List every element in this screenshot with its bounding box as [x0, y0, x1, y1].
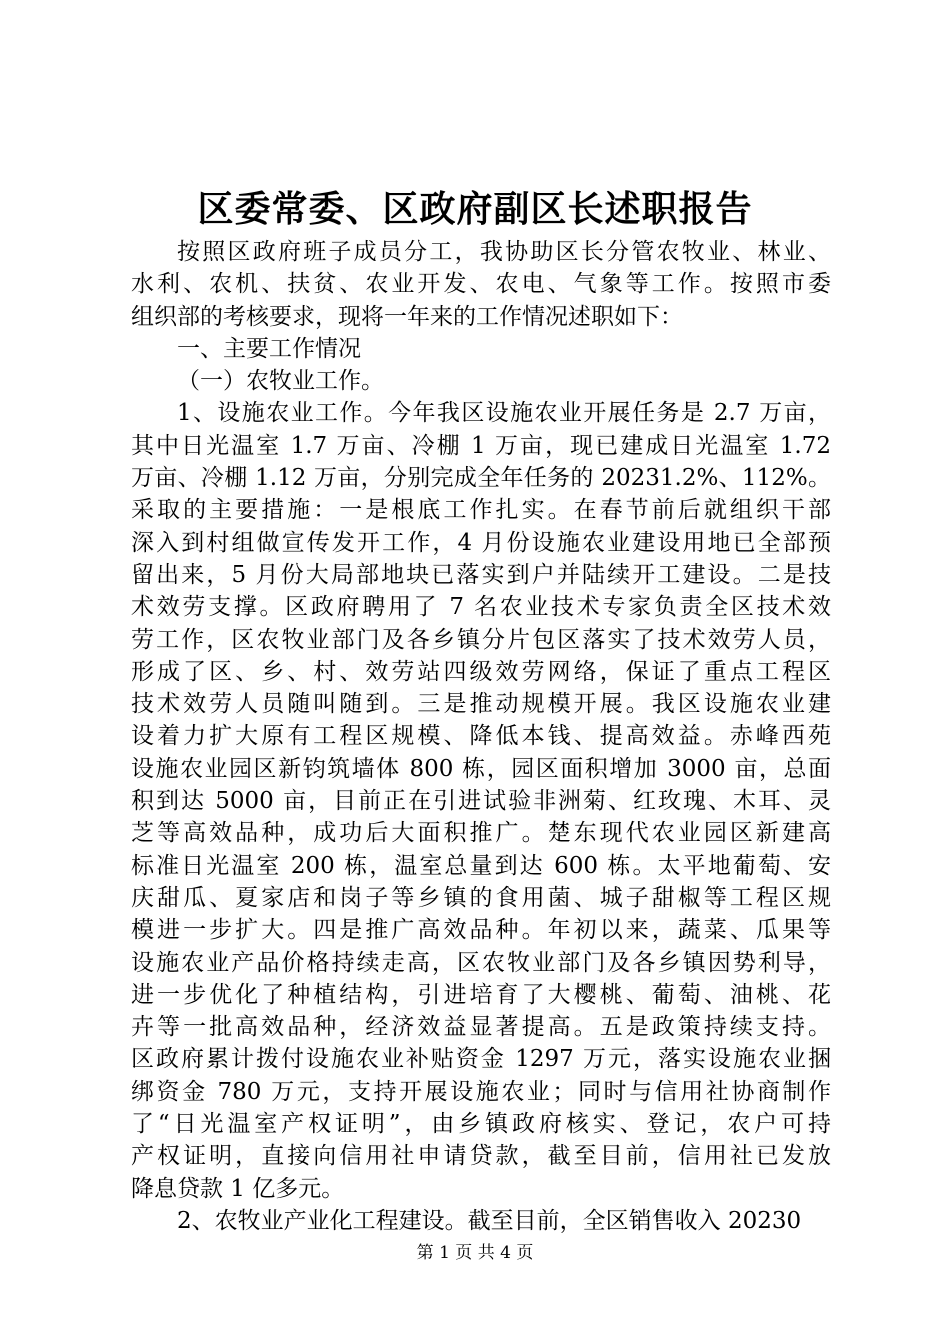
body-line: 积到达 5000 亩，目前正在引进试验非洲菊、红玫瑰、木耳、灵: [131, 788, 831, 815]
body-line: 降息贷款 1 亿多元。: [131, 1175, 345, 1202]
body-line: 2、农牧业产业化工程建设。截至目前，全区销售收入 20230: [177, 1207, 802, 1234]
body-line: 绑资金 780 万元，支持开展设施农业；同时与信用社协商制作: [131, 1078, 831, 1105]
body-line: 术效劳支撑。区政府聘用了 7 名农业技术专家负责全区技术效: [131, 594, 831, 621]
body-line: 产权证明，直接向信用社申请贷款，截至目前，信用社已发放: [131, 1143, 831, 1170]
body-line: 芝等高效品种，成功后大面积推广。楚东现代农业园区新建高: [131, 820, 831, 847]
document-title: 区委常委、区政府副区长述职报告: [197, 188, 753, 230]
body-line: 劳工作，区农牧业部门及各乡镇分片包区落实了技术效劳人员，: [131, 626, 831, 653]
body-line: 设施农业园区新钧筑墙体 800 栋，园区面积增加 3000 亩，总面: [131, 755, 831, 782]
body-line: 庆甜瓜、夏家店和岗子等乡镇的食用菌、城子甜椒等工程区规: [131, 884, 831, 911]
body-line: 设施农业产品价格持续走高，区农牧业部门及各乡镇因势利导，: [131, 949, 831, 976]
body-line: 技术效劳人员随叫随到。三是推动规模开展。我区设施农业建: [131, 691, 831, 718]
body-line: 深入到村组做宣传发开工作，4 月份设施农业建设用地已全部预: [131, 529, 831, 556]
body-line: 形成了区、乡、村、效劳站四级效劳网络，保证了重点工程区: [131, 658, 831, 685]
body-line: 了“日光温室产权证明”，由乡镇政府核实、登记，农户可持: [131, 1111, 831, 1138]
body-line: 进一步优化了种植结构，引进培育了大樱桃、葡萄、油桃、花: [131, 981, 831, 1008]
body-line: 卉等一批高效品种，经济效益显著提高。五是政策持续支持。: [131, 1014, 831, 1041]
body-line: （一）农牧业工作。: [177, 368, 384, 395]
body-line: 一、主要工作情况: [177, 335, 361, 362]
body-line: 组织部的考核要求，现将一年来的工作情况述职如下：: [131, 303, 683, 330]
page-footer: 第 1 页 共 4 页: [416, 1243, 534, 1263]
body-line: 1、设施农业工作。今年我区设施农业开展任务是 2.7 万亩，: [177, 400, 831, 427]
body-line: 按照区政府班子成员分工，我协助区长分管农牧业、林业、: [177, 239, 831, 265]
body-line: 标准日光温室 200 栋，温室总量到达 600 栋。太平地葡萄、安: [131, 852, 831, 879]
body-line: 水利、农机、扶贫、农业开发、农电、气象等工作。按照市委: [131, 271, 831, 298]
body-line: 万亩、冷棚 1.12 万亩，分别完成全年任务的 20231.2%、112%。: [131, 465, 831, 492]
document-body: [131, 236, 831, 1237]
body-line: 其中日光温室 1.7 万亩、冷棚 1 万亩，现已建成日光温室 1.72: [131, 432, 831, 459]
body-line: 区政府累计拨付设施农业补贴资金 1297 万元，落实设施农业捆: [131, 1046, 831, 1073]
body-line: 设着力扩大原有工程区规模、降低本钱、提高效益。赤峰西苑: [131, 723, 831, 750]
body-line: 留出来，5 月份大局部地块已落实到户并陆续开工建设。二是技: [131, 561, 831, 588]
body-line: 采取的主要措施：一是根底工作扎实。在春节前后就组织干部: [131, 497, 831, 524]
body-line: 模进一步扩大。四是推广高效品种。年初以来，蔬菜、瓜果等: [131, 917, 831, 944]
